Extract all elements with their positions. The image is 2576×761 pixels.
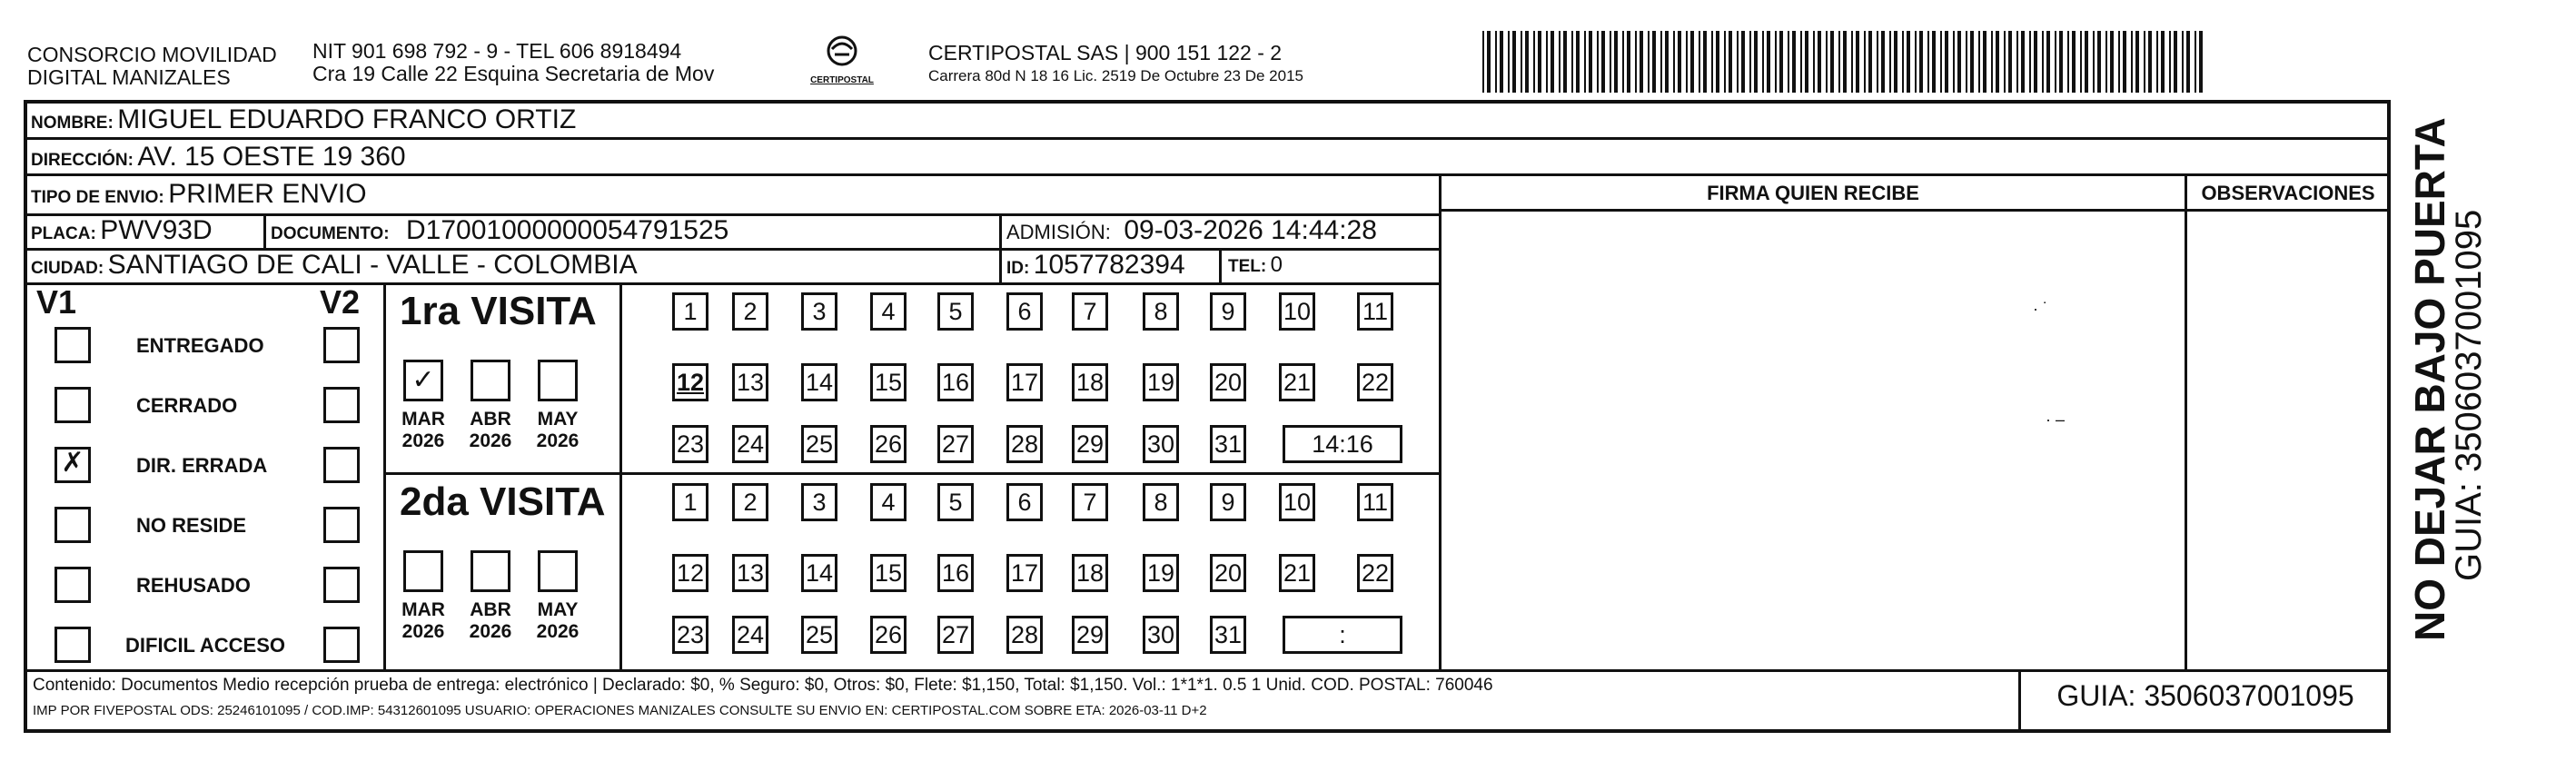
day-box: 27: [937, 425, 974, 463]
barcode-bar: [2186, 31, 2190, 93]
rule: [383, 472, 1441, 475]
status-label: CERRADO: [136, 394, 238, 417]
barcode-bar: [1915, 31, 1917, 93]
day-box: 31: [1210, 616, 1246, 654]
firma-header: FIRMA QUIEN RECIBE: [1707, 182, 1919, 204]
barcode-bar: [1729, 31, 1732, 93]
day-box: 17: [1006, 363, 1043, 401]
barcode-bar: [2148, 31, 2152, 93]
ciudad-value: SANTIAGO DE CALI - VALLE - COLOMBIA: [107, 250, 638, 280]
barcode-bar: [1970, 31, 1974, 93]
rule: [1439, 209, 2391, 212]
day-box: 21: [1279, 554, 1315, 592]
documento-field: [271, 214, 728, 252]
month-year: 2026: [401, 430, 445, 451]
rule: [2018, 669, 2021, 733]
day-box: 2: [732, 292, 768, 331]
tel-label: TEL:: [1228, 257, 1267, 276]
day-box: 15: [870, 363, 907, 401]
status-label: NO RESIDE: [136, 514, 247, 537]
barcode-bar: [2169, 31, 2171, 93]
barcode-bar: [1500, 31, 1503, 93]
tipo-envio-label: TIPO DE ENVIO:: [31, 188, 164, 207]
rule: [1439, 173, 1442, 671]
day-box: 11: [1357, 483, 1393, 521]
id-label: ID:: [1006, 259, 1030, 278]
day-box: 4: [870, 483, 907, 521]
barcode-bar: [1754, 31, 1758, 93]
month-label: MAY: [537, 409, 579, 430]
barcode-bar: [2072, 31, 2076, 93]
tipo-envio-row: [31, 178, 367, 215]
barcode-bar: [2097, 31, 2101, 93]
barcode-bar: [1551, 31, 1554, 93]
direccion-label: DIRECCIÓN:: [31, 151, 134, 170]
day-box: 26: [870, 616, 907, 654]
barcode-bar: [1792, 31, 1796, 93]
status-label: REHUSADO: [136, 574, 251, 597]
nombre-label: NOMBRE:: [31, 114, 114, 133]
ciudad-field: [31, 249, 638, 286]
v2-label: V2: [320, 283, 361, 321]
month-year: 2026: [536, 430, 580, 451]
day-box: 14: [801, 554, 837, 592]
barcode-bar: [1622, 31, 1624, 93]
rule: [1219, 248, 1222, 284]
day-box: 19: [1143, 363, 1179, 401]
v2-checkbox: [323, 387, 360, 423]
month-checkbox: [471, 550, 510, 592]
barcode-bar: [1838, 31, 1840, 93]
barcode-bar: [1724, 31, 1726, 93]
day-box: 10: [1279, 292, 1315, 331]
barcode-bar: [1652, 31, 1656, 93]
barcode-bar: [1894, 31, 1897, 93]
day-box: 28: [1006, 616, 1043, 654]
day-box: 25: [801, 425, 837, 463]
tel-field: [1228, 249, 1283, 284]
barcode-bar: [2080, 31, 2082, 93]
barcode-bar: [1830, 31, 1834, 93]
v1-checkbox: [54, 387, 91, 423]
barcode-bar: [1762, 31, 1764, 93]
direccion-value: AV. 15 OESTE 19 360: [137, 142, 406, 172]
courier-address: Carrera 80d N 18 16 Lic. 2519 De Octubre 23 De 2015: [928, 67, 1303, 84]
day-box: 30: [1143, 616, 1179, 654]
v1-checkbox: [54, 327, 91, 363]
barcode-bar: [2195, 31, 2196, 93]
month-checkbox: [538, 360, 578, 401]
barcode-bar: [1584, 31, 1586, 93]
barcode-bar: [1508, 31, 1510, 93]
nombre-value: MIGUEL EDUARDO FRANCO ORTIZ: [117, 104, 577, 134]
day-box: 16: [937, 554, 974, 592]
status-label: ENTREGADO: [136, 334, 264, 357]
barcode-bar: [2004, 31, 2006, 93]
day-box: 7: [1072, 483, 1108, 521]
barcode-bar: [1851, 31, 1853, 93]
barcode-bar: [2144, 31, 2145, 93]
day-box: 12: [672, 554, 708, 592]
day-box: 29: [1072, 616, 1108, 654]
rule: [383, 282, 386, 671]
barcode-bar: [1546, 31, 1548, 93]
barcode-bar: [1927, 31, 1929, 93]
day-box: 19: [1143, 554, 1179, 592]
courier-info: [928, 42, 1303, 87]
rule: [24, 669, 2391, 672]
barcode-bar: [1996, 31, 1999, 93]
barcode-bar: [1932, 31, 1936, 93]
logo-icon: [810, 35, 874, 71]
day-box: 1: [672, 292, 708, 331]
day-box: 11: [1357, 292, 1393, 331]
barcode-bar: [1881, 31, 1885, 93]
barcode-bar: [1767, 31, 1770, 93]
barcode-bar: [1563, 31, 1567, 93]
barcode-bar: [2067, 31, 2069, 93]
barcode-bar: [2174, 31, 2177, 93]
rule: [999, 213, 1002, 284]
day-box: 30: [1143, 425, 1179, 463]
v1-checkbox: [54, 627, 91, 663]
day-box: 16: [937, 363, 974, 401]
barcode-bar: [1957, 31, 1961, 93]
barcode-bar: [1521, 31, 1522, 93]
barcode-bar: [2156, 31, 2158, 93]
barcode-bar: [1495, 31, 1497, 93]
company-name-line-2: DIGITAL MANIZALES: [27, 65, 231, 89]
day-box: 18: [1072, 363, 1108, 401]
visit-2-title: 2da VISITA: [400, 479, 606, 524]
day-box: 15: [870, 554, 907, 592]
barcode: [1481, 31, 2213, 93]
barcode-bar: [1788, 31, 1789, 93]
month-label: ABR: [470, 409, 511, 430]
barcode-bar: [2199, 31, 2203, 93]
guia-box: GUIA: 3506037001095: [2056, 679, 2354, 712]
barcode-bar: [2105, 31, 2107, 93]
side-guia: GUIA: 3506037001095: [2449, 209, 2489, 581]
barcode-bar: [2110, 31, 2114, 93]
day-box: 21: [1279, 363, 1315, 401]
day-box: 25: [801, 616, 837, 654]
certipostal-logo: [810, 35, 874, 89]
barcode-bar: [2016, 31, 2018, 93]
documento-label: DOCUMENTO:: [271, 224, 390, 243]
day-box: 7: [1072, 292, 1108, 331]
day-box: 22: [1357, 363, 1393, 401]
month-checkbox: [403, 550, 443, 592]
barcode-bar: [2135, 31, 2139, 93]
barcode-bar: [1940, 31, 1942, 93]
barcode-bar: [1589, 31, 1592, 93]
barcode-bar: [1741, 31, 1745, 93]
v2-checkbox: [323, 627, 360, 663]
day-box: 24: [732, 616, 768, 654]
barcode-bar: [1678, 31, 1681, 93]
day-box: 27: [937, 616, 974, 654]
month-checkbox: [471, 360, 510, 401]
barcode-bar: [2046, 31, 2050, 93]
v2-checkbox: [323, 327, 360, 363]
barcode-bar: [1597, 31, 1599, 93]
time-box: 14:16: [1283, 425, 1402, 463]
barcode-bar: [2123, 31, 2126, 93]
barcode-bar: [1953, 31, 1955, 93]
barcode-bar: [1538, 31, 1541, 93]
barcode-bar: [1991, 31, 1993, 93]
barcode-bar: [1983, 31, 1986, 93]
nombre-row: [31, 104, 576, 141]
barcode-bar: [1737, 31, 1739, 93]
status-label: DIFICIL ACCESO: [125, 634, 286, 657]
day-box: 20: [1210, 363, 1246, 401]
time-box: :: [1283, 616, 1402, 654]
barcode-bar: [2182, 31, 2184, 93]
logo-caption: CERTIPOSTAL: [810, 75, 874, 85]
barcode-bar: [1686, 31, 1688, 93]
day-box: 23: [672, 425, 708, 463]
v1-checkbox: ✗: [54, 447, 91, 483]
barcode-bar: [1635, 31, 1637, 93]
day-box: 8: [1143, 483, 1179, 521]
barcode-bar: [2085, 31, 2088, 93]
barcode-bar: [2093, 31, 2095, 93]
day-box: 29: [1072, 425, 1108, 463]
barcode-bar: [2131, 31, 2133, 93]
day-box: 17: [1006, 554, 1043, 592]
month-year: 2026: [536, 621, 580, 642]
ciudad-label: CIUDAD:: [31, 259, 104, 278]
barcode-bar: [1877, 31, 1878, 93]
rule: [263, 213, 266, 250]
placa-value: PWV93D: [100, 215, 213, 245]
barcode-bar: [1813, 31, 1815, 93]
rule: [619, 282, 622, 671]
day-box: 4: [870, 292, 907, 331]
v2-checkbox: [323, 447, 360, 483]
month-year: 2026: [469, 430, 512, 451]
barcode-bar: [1779, 31, 1783, 93]
v2-checkbox: [323, 507, 360, 543]
barcode-graphic: [1481, 31, 2213, 93]
barcode-bar: [1690, 31, 1694, 93]
barcode-bar: [2118, 31, 2120, 93]
barcode-bar: [1818, 31, 1821, 93]
barcode-bar: [2029, 31, 2031, 93]
barcode-bar: [2059, 31, 2063, 93]
observaciones-header: OBSERVACIONES: [2201, 182, 2375, 204]
barcode-bar: [1716, 31, 1719, 93]
company-contact: [312, 40, 714, 85]
month-label: MAR: [401, 599, 445, 620]
day-box: 13: [732, 363, 768, 401]
barcode-bar: [1800, 31, 1802, 93]
address-line: Cra 19 Calle 22 Esquina Secretaria de Mov: [312, 62, 715, 85]
day-box: 20: [1210, 554, 1246, 592]
barcode-bar: [2042, 31, 2044, 93]
month-label: MAY: [537, 599, 579, 620]
day-box: 14: [801, 363, 837, 401]
barcode-bar: [1856, 31, 1859, 93]
barcode-bar: [1559, 31, 1560, 93]
v2-checkbox: [323, 567, 360, 603]
direccion-row: [31, 141, 406, 178]
day-box: 31: [1210, 425, 1246, 463]
barcode-bar: [2021, 31, 2025, 93]
day-box: 3: [801, 483, 837, 521]
barcode-bar: [1640, 31, 1643, 93]
barcode-bar: [1673, 31, 1675, 93]
barcode-bar: [2034, 31, 2037, 93]
barcode-bar: [1889, 31, 1891, 93]
barcode-bar: [1610, 31, 1611, 93]
status-label: DIR. ERRADA: [136, 454, 268, 477]
month-checkbox: [538, 550, 578, 592]
barcode-bar: [2008, 31, 2012, 93]
day-box: 9: [1210, 292, 1246, 331]
month-label: ABR: [470, 599, 511, 620]
admision-field: [1006, 214, 1377, 252]
day-box: 1: [672, 483, 708, 521]
barcode-bar: [1907, 31, 1910, 93]
barcode-bar: [1525, 31, 1529, 93]
day-box: 10: [1279, 483, 1315, 521]
day-box: 23: [672, 616, 708, 654]
day-box: 13: [732, 554, 768, 592]
month-checkbox: ✓: [403, 360, 443, 401]
company-name: [27, 44, 277, 89]
day-box: 24: [732, 425, 768, 463]
admision-value: 09-03-2026 14:44:28: [1124, 215, 1377, 245]
day-box: 12: [672, 363, 708, 401]
side-warning: NO DEJAR BAJO PUERTA: [2406, 117, 2453, 641]
day-box: 28: [1006, 425, 1043, 463]
barcode-bar: [1978, 31, 1980, 93]
month-label: MAR: [401, 409, 445, 430]
day-box: 6: [1006, 483, 1043, 521]
barcode-bar: [1843, 31, 1847, 93]
barcode-bar: [1576, 31, 1580, 93]
day-box: 26: [870, 425, 907, 463]
barcode-bar: [1966, 31, 1967, 93]
placa-field: [31, 214, 213, 252]
barcode-bar: [1919, 31, 1923, 93]
barcode-bar: [1627, 31, 1630, 93]
barcode-bar: [1749, 31, 1751, 93]
barcode-bar: [1868, 31, 1872, 93]
barcode-bar: [1699, 31, 1700, 93]
imp-line: IMP POR FIVEPOSTAL ODS: 25246101095 / COD.IMP: 54312601095 USUARIO: OPERACIONES MANIZALES CONSULTE SU ENVIO EN: CERTIPOSTAL.COM SOBRE ETA: 2026-03-11 D+2: [33, 703, 1207, 718]
barcode-bar: [1648, 31, 1650, 93]
barcode-bar: [1805, 31, 1808, 93]
v1-label: V1: [36, 283, 77, 321]
barcode-bar: [1826, 31, 1828, 93]
contenido-line: Contenido: Documentos Medio recepción prueba de entrega: electrónico | Declarado: $0, % Seguro: $0, Otros: $0, Flete: $1,150, Total: $1,150. Vol.: 1*1*1. 0.5 1 Unid. COD. POSTAL: 760046: [33, 676, 1493, 695]
barcode-bar: [1711, 31, 1713, 93]
day-box: 22: [1357, 554, 1393, 592]
barcode-bar: [1945, 31, 1948, 93]
barcode-bar: [1864, 31, 1866, 93]
v1-checkbox: [54, 567, 91, 603]
id-value: 1057782394: [1033, 250, 1185, 280]
id-field: [1006, 249, 1185, 286]
placa-label: PLACA:: [31, 224, 96, 243]
barcode-bar: [1902, 31, 1904, 93]
v1-checkbox: [54, 507, 91, 543]
signature-mark: · –: [2046, 410, 2066, 429]
company-name-line-1: CONSORCIO MOVILIDAD: [27, 43, 277, 66]
barcode-bar: [1703, 31, 1707, 93]
barcode-bar: [1775, 31, 1777, 93]
month-year: 2026: [401, 621, 445, 642]
tel-value: 0: [1270, 252, 1283, 277]
day-box: 5: [937, 483, 974, 521]
nit-line: NIT 901 698 792 - 9 - TEL 606 8918494: [312, 39, 682, 63]
day-box: 9: [1210, 483, 1246, 521]
day-box: 5: [937, 292, 974, 331]
barcode-bar: [1533, 31, 1535, 93]
day-box: 18: [1072, 554, 1108, 592]
barcode-bar: [2055, 31, 2056, 93]
admision-label: ADMISIÓN:: [1006, 221, 1111, 243]
visit-1-title: 1ra VISITA: [400, 289, 597, 333]
rule: [2185, 173, 2187, 671]
tipo-envio-value: PRIMER ENVIO: [168, 179, 367, 209]
courier-line: CERTIPOSTAL SAS | 900 151 122 - 2: [928, 41, 1283, 64]
barcode-bar: [1660, 31, 1662, 93]
barcode-bar: [1512, 31, 1516, 93]
barcode-bar: [1487, 31, 1491, 93]
documento-value: D17001000000054791525: [406, 215, 729, 245]
day-box: 8: [1143, 292, 1179, 331]
barcode-bar: [1665, 31, 1669, 93]
barcode-bar: [1482, 31, 1484, 93]
signature-mark: · ˙: [2033, 300, 2048, 318]
barcode-bar: [1614, 31, 1618, 93]
day-box: 6: [1006, 292, 1043, 331]
day-box: 2: [732, 483, 768, 521]
barcode-bar: [2161, 31, 2165, 93]
barcode-bar: [1601, 31, 1605, 93]
barcode-bar: [1571, 31, 1573, 93]
month-year: 2026: [469, 621, 512, 642]
day-box: 3: [801, 292, 837, 331]
